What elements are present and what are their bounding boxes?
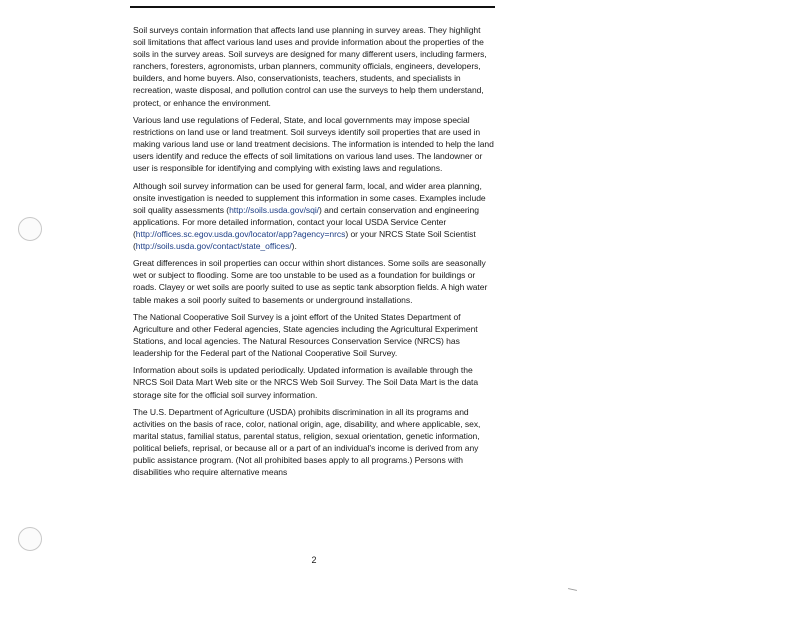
- paragraph-text: ).: [291, 240, 297, 251]
- punch-hole-lower: [18, 527, 42, 551]
- punch-hole-upper: [18, 217, 42, 241]
- paragraph-soil-differences: Great differences in soil properties can occur within short distances. Some soils are seasonally wet or subject to flooding. Some are too unstable to be used as a foundation for buildings or roads. Clayey or wet soils are poorly suited to use as septic tank absorption fields. A high water table makes a soil poorly suited to basements or underground installations.: [133, 258, 488, 305]
- paragraph-onsite-investigation: [133, 180, 495, 253]
- body-text: [133, 24, 495, 484]
- paragraph-text: ) or your NRCS State Soil Scientist (: [133, 228, 476, 251]
- paragraph-cooperative-soil-survey: The National Cooperative Soil Survey is a joint effort of the United States Department of Agriculture and other Federal agencies, State agencies including the Agricultural Experiment Stations, and local agencies. The Natural Resources Conservation Service (NRCS) has leadership for the Federal part of the National Cooperative Soil Survey.: [133, 311, 478, 359]
- soil-quality-link[interactable]: http://soils.usda.gov/sqi/: [229, 204, 319, 215]
- paragraph-updated-information: Information about soils is updated periodically. Updated information is available through the NRCS Soil Data Mart Web site or the NRCS Web Soil Survey. The Soil Data Mart is the data storage site for the official soil survey information.: [133, 365, 479, 400]
- paragraph-land-use-regulations: Various land use regulations of Federal, State, and local governments may impose special restrictions on land use or land treatment. Soil surveys identify soil properties that are used in making various land use or land treatment decisions. The information is intended to help the land users identify and reduce the effects of soil limitations on various land uses. The landowner or user is responsible for identifying and complying with existing laws and regulations.: [133, 114, 494, 174]
- paragraph-soil-surveys: Soil surveys contain information that affects land use planning in survey areas. They highlight soil limitations that affect various land uses and provide information about the properties of the soils in the survey areas. Soil surveys are designed for many different users, including farmers, ranchers, foresters, agronomists, urban planners, community officials, engineers, developers, builders, and home buyers. Also, conservationists, teachers, students, and specialists in recreation, waste disposal, and pollution control can use the surveys to help them understand, protect, or enhance the environment.: [133, 25, 487, 108]
- page-number: 2: [311, 555, 317, 565]
- top-rule: [130, 6, 495, 8]
- paragraph-text: Although soil survey information can be used for general farm, local, and wider area planning, onsite investigation is needed to supplement this information in some cases. Examples include soil quality assessments (: [133, 180, 486, 215]
- state-soil-scientist-link[interactable]: http://soils.usda.gov/contact/state_offices/: [135, 240, 292, 251]
- paragraph-nondiscrimination: The U.S. Department of Agriculture (USDA) prohibits discrimination in all its programs and activities on the basis of race, color, national origin, age, disability, and where applicable, sex, marital status, familial status, parental status, religion, sexual orientation, genetic information, political beliefs, reprisal, or because all or a part of an individual's income is derived from any public assistance program. (Not all prohibited bases apply to all programs.) Persons with disabilities who require alternative means: [133, 406, 481, 478]
- usda-service-center-link[interactable]: http://offices.sc.egov.usda.gov/locator/app?agency=nrcs: [135, 228, 346, 239]
- paragraph-text: ) and certain conservation and engineering applications. For more detailed information, contact your local USDA Service Center (: [133, 204, 479, 239]
- scan-speck: [568, 588, 577, 591]
